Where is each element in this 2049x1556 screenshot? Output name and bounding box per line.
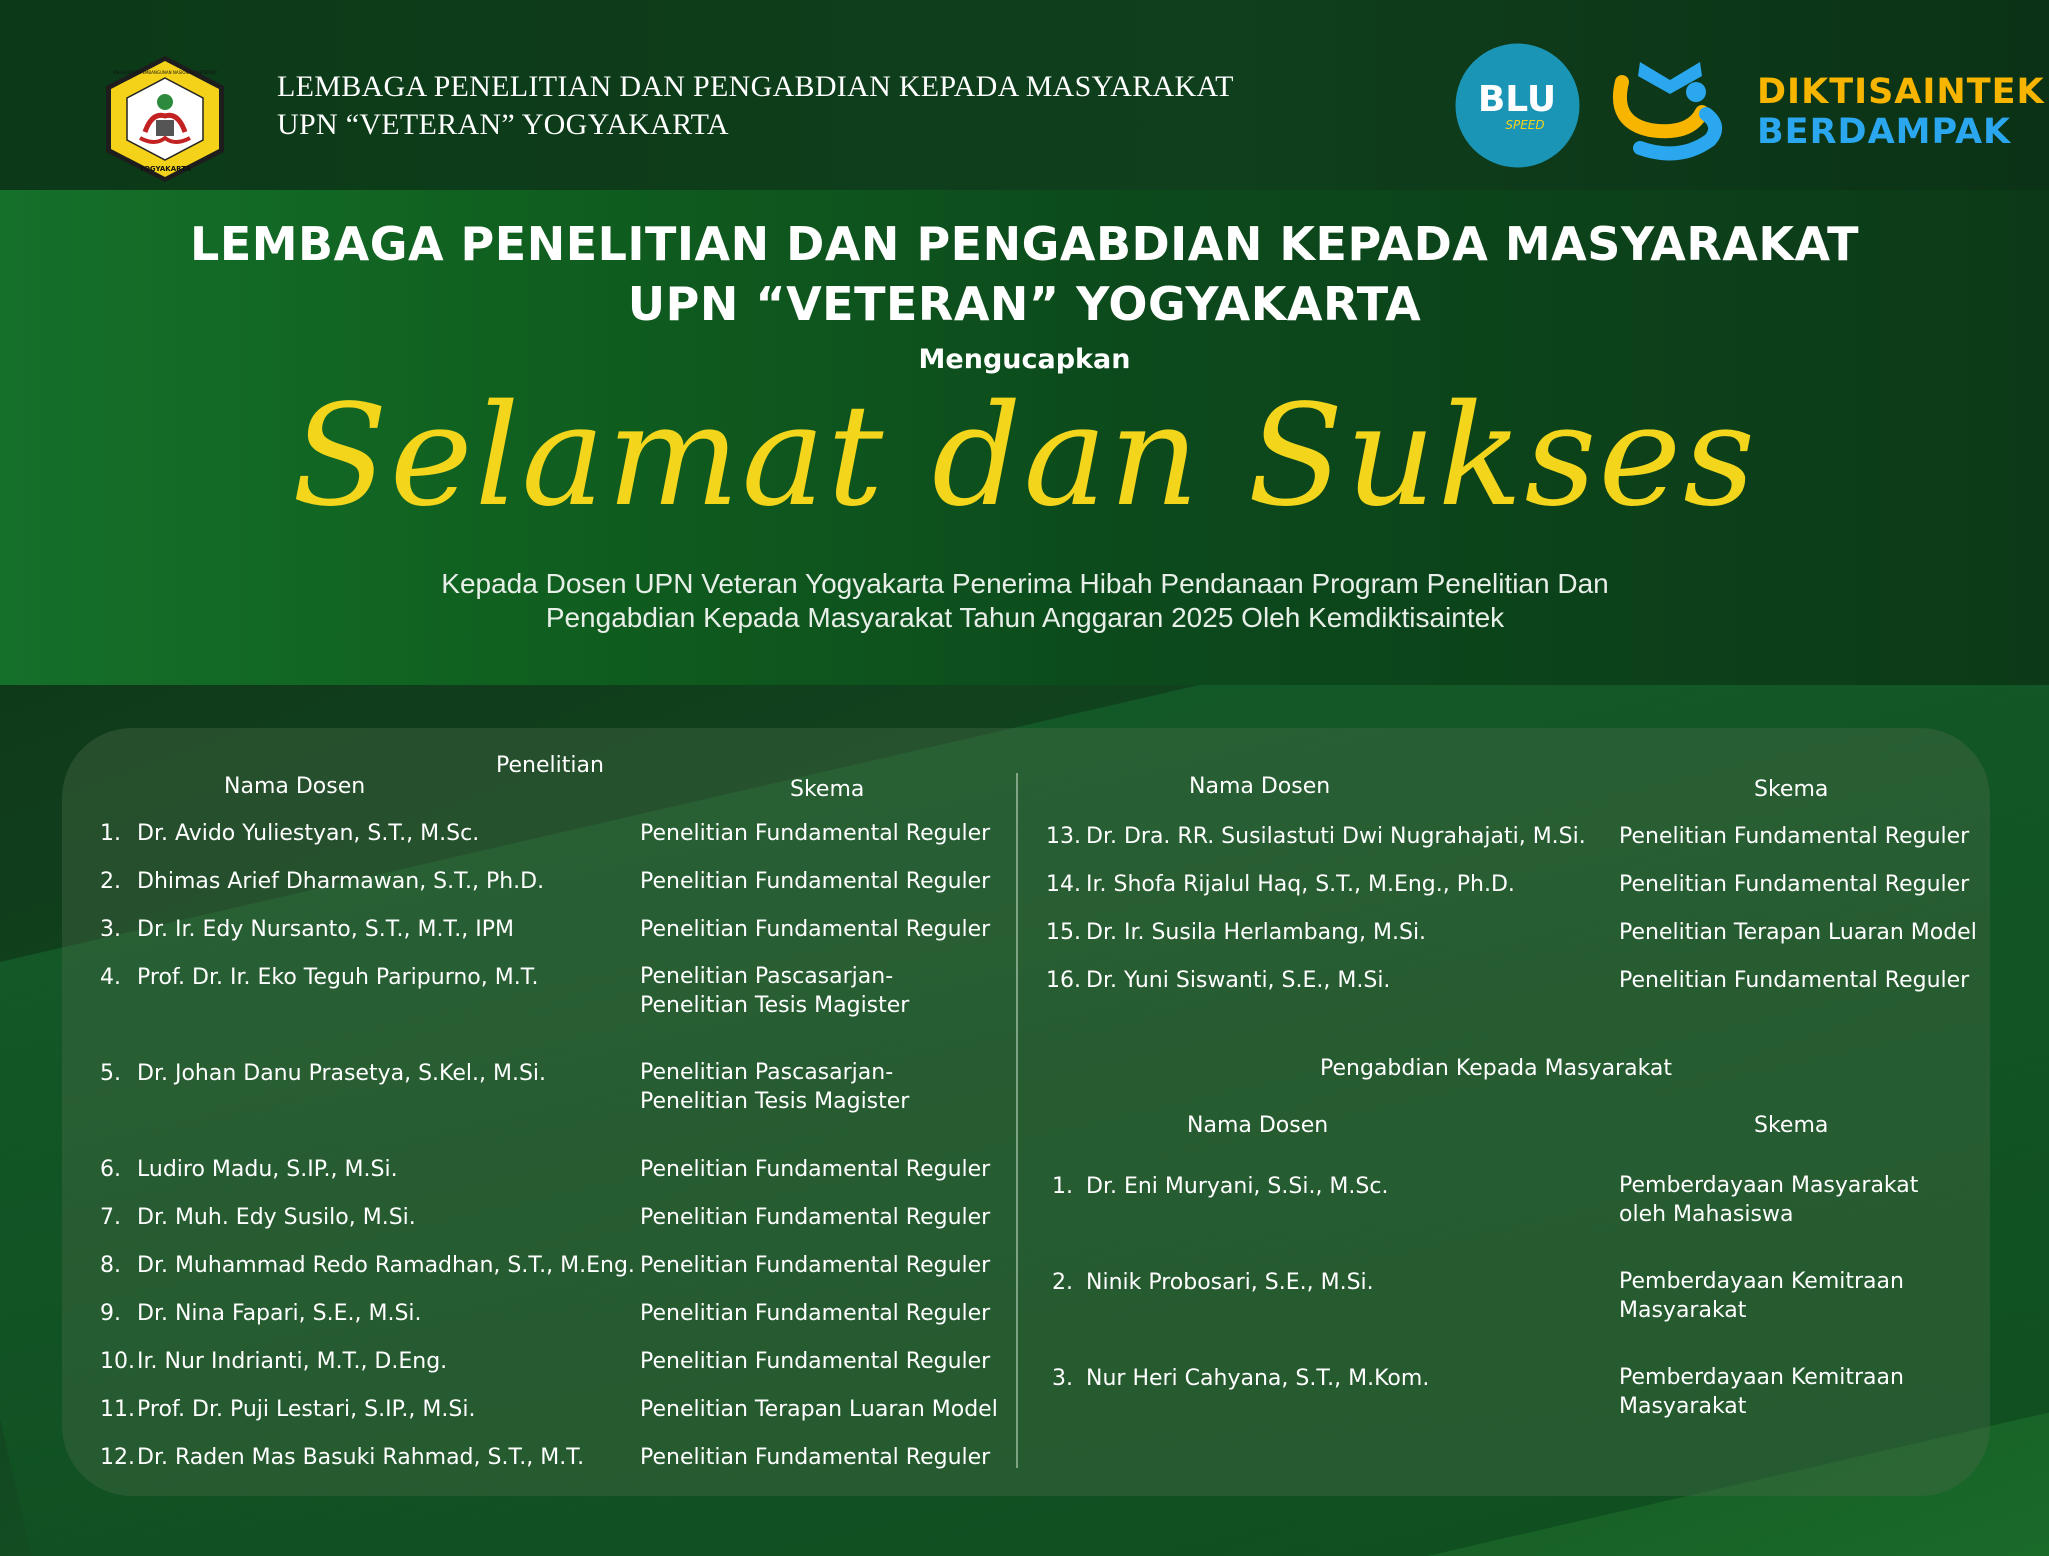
header-org-line2: UPN “VETERAN” YOGYAKARTA — [277, 108, 729, 141]
row-number: 16. — [1046, 968, 1081, 993]
row-number: 11. — [100, 1397, 135, 1422]
row-name: Dr. Nina Fapari, S.E., M.Si. — [137, 1301, 422, 1326]
row-number: 2. — [1052, 1270, 1073, 1295]
row-number: 5. — [100, 1061, 121, 1086]
row-number: 12. — [100, 1445, 135, 1470]
diktisaintek-mark-icon — [1610, 52, 1730, 172]
pengabdian-col-name: Nama Dosen — [1187, 1113, 1329, 1138]
row-name: Dr. Yuni Siswanti, S.E., M.Si. — [1086, 968, 1391, 993]
row-name: Dr. Ir. Susila Herlambang, M.Si. — [1086, 920, 1427, 945]
row-name: Dr. Dra. RR. Susilastuti Dwi Nugrahajati, M.Si. — [1086, 824, 1586, 849]
congratulation-script: Selamat dan Sukses — [291, 375, 1758, 538]
row-number: 8. — [100, 1253, 121, 1278]
row-scheme: Penelitian Terapan Luaran Model — [640, 1397, 998, 1422]
row-name: Ludiro Madu, S.IP., M.Si. — [137, 1157, 398, 1182]
row-number: 10. — [100, 1349, 135, 1374]
row-scheme: Penelitian Fundamental Reguler — [640, 821, 991, 846]
penelitian-right-col-scheme: Skema — [1754, 777, 1829, 802]
penelitian-left-col-scheme: Skema — [790, 777, 865, 802]
diktisaintek-brand — [1757, 72, 2045, 152]
row-name: Dr. Muhammad Redo Ramadhan, S.T., M.Eng. — [137, 1253, 635, 1278]
brand-line2: BERDAMPAK — [1757, 112, 2012, 152]
row-number: 3. — [1052, 1366, 1073, 1391]
row-number: 4. — [100, 965, 121, 990]
university-seal-logo — [100, 54, 230, 184]
pengabdian-col-scheme: Skema — [1754, 1113, 1829, 1138]
row-scheme: Penelitian Fundamental Reguler — [640, 1205, 991, 1230]
row-scheme: Pemberdayaan Kemitraan Masyarakat — [1619, 1269, 1904, 1323]
row-name: Dr. Avido Yuliestyan, S.T., M.Sc. — [137, 821, 480, 846]
row-number: 1. — [1052, 1174, 1073, 1199]
row-name: Prof. Dr. Puji Lestari, S.IP., M.Si. — [137, 1397, 476, 1422]
row-scheme: Penelitian Fundamental Reguler — [640, 1301, 991, 1326]
row-number: 3. — [100, 917, 121, 942]
row-scheme: Penelitian Pascasarjan-Penelitian Tesis Magister — [640, 964, 910, 1018]
row-scheme: Penelitian Fundamental Reguler — [640, 1445, 991, 1470]
pengabdian-section-title: Pengabdian Kepada Masyarakat — [1320, 1056, 1673, 1081]
blu-speed-logo — [1455, 43, 1580, 168]
header-organization — [277, 68, 1234, 144]
row-scheme: Penelitian Fundamental Reguler — [1619, 872, 1970, 897]
column-divider — [1016, 773, 1018, 1468]
row-number: 14. — [1046, 872, 1081, 897]
subtitle-text: Kepada Dosen UPN Veteran Yogyakarta Penerima Hibah Pendanaan Program Penelitian Dan Pengabdian Kepada Masyarakat Tahun Anggaran 2025 Oleh Kemdiktisaintek — [441, 568, 1609, 633]
row-name: Ir. Shofa Rijalul Haq, S.T., M.Eng., Ph.D. — [1086, 872, 1515, 897]
row-scheme: Penelitian Pascasarjan-Penelitian Tesis Magister — [640, 1060, 910, 1114]
penelitian-right-col-name: Nama Dosen — [1189, 774, 1331, 799]
row-name: Dhimas Arief Dharmawan, S.T., Ph.D. — [137, 869, 545, 894]
row-name: Dr. Johan Danu Prasetya, S.Kel., M.Si. — [137, 1061, 547, 1086]
main-title-line1: LEMBAGA PENELITIAN DAN PENGABDIAN KEPADA MASYARAKAT — [190, 217, 1859, 271]
penelitian-left-col-name: Nama Dosen — [224, 774, 366, 799]
main-title-line2: UPN “VETERAN” YOGYAKARTA — [627, 277, 1422, 331]
row-scheme: Penelitian Fundamental Reguler — [640, 1253, 991, 1278]
row-name: Dr. Raden Mas Basuki Rahmad, S.T., M.T. — [137, 1445, 585, 1470]
row-number: 7. — [100, 1205, 121, 1230]
penelitian-section-title: Penelitian — [496, 753, 604, 778]
blu-sub-text: SPEED — [1505, 118, 1545, 132]
row-number: 9. — [100, 1301, 121, 1326]
row-scheme: Pemberdayaan Masyarakat oleh Mahasiswa — [1619, 1173, 1919, 1227]
row-name: Prof. Dr. Ir. Eko Teguh Paripurno, M.T. — [137, 965, 539, 990]
seal-bottom-text: YOGYAKARTA — [139, 165, 191, 173]
row-scheme: Penelitian Terapan Luaran Model — [1619, 920, 1977, 945]
greeting-text: Mengucapkan — [918, 344, 1131, 375]
main-title — [0, 214, 2049, 334]
row-name: Ninik Probosari, S.E., M.Si. — [1086, 1270, 1374, 1295]
row-scheme: Penelitian Fundamental Reguler — [640, 917, 991, 942]
header-org-line1: LEMBAGA PENELITIAN DAN PENGABDIAN KEPADA MASYARAKAT — [277, 70, 1234, 103]
row-name: Ir. Nur Indrianti, M.T., D.Eng. — [137, 1349, 448, 1374]
row-name: Dr. Eni Muryani, S.Si., M.Sc. — [1086, 1174, 1389, 1199]
row-scheme: Penelitian Fundamental Reguler — [640, 1157, 991, 1182]
brand-line1: DIKTISAINTEK — [1757, 72, 2045, 112]
row-name: Dr. Ir. Edy Nursanto, S.T., M.T., IPM — [137, 917, 515, 942]
blu-text: BLU — [1477, 79, 1557, 120]
row-scheme: Penelitian Fundamental Reguler — [1619, 824, 1970, 849]
row-scheme: Penelitian Fundamental Reguler — [640, 869, 991, 894]
row-number: 15. — [1046, 920, 1081, 945]
row-scheme: Pemberdayaan Kemitraan Masyarakat — [1619, 1365, 1904, 1419]
row-name: Nur Heri Cahyana, S.T., M.Kom. — [1086, 1366, 1430, 1391]
seal-top-text: UNIVERSITAS PEMBANGUNAN NASIONAL “VETERAN” — [112, 70, 218, 75]
row-scheme: Penelitian Fundamental Reguler — [640, 1349, 991, 1374]
row-name: Dr. Muh. Edy Susilo, M.Si. — [137, 1205, 416, 1230]
row-number: 2. — [100, 869, 121, 894]
row-scheme: Penelitian Fundamental Reguler — [1619, 968, 1970, 993]
row-number: 1. — [100, 821, 121, 846]
row-number: 13. — [1046, 824, 1081, 849]
row-number: 6. — [100, 1157, 121, 1182]
